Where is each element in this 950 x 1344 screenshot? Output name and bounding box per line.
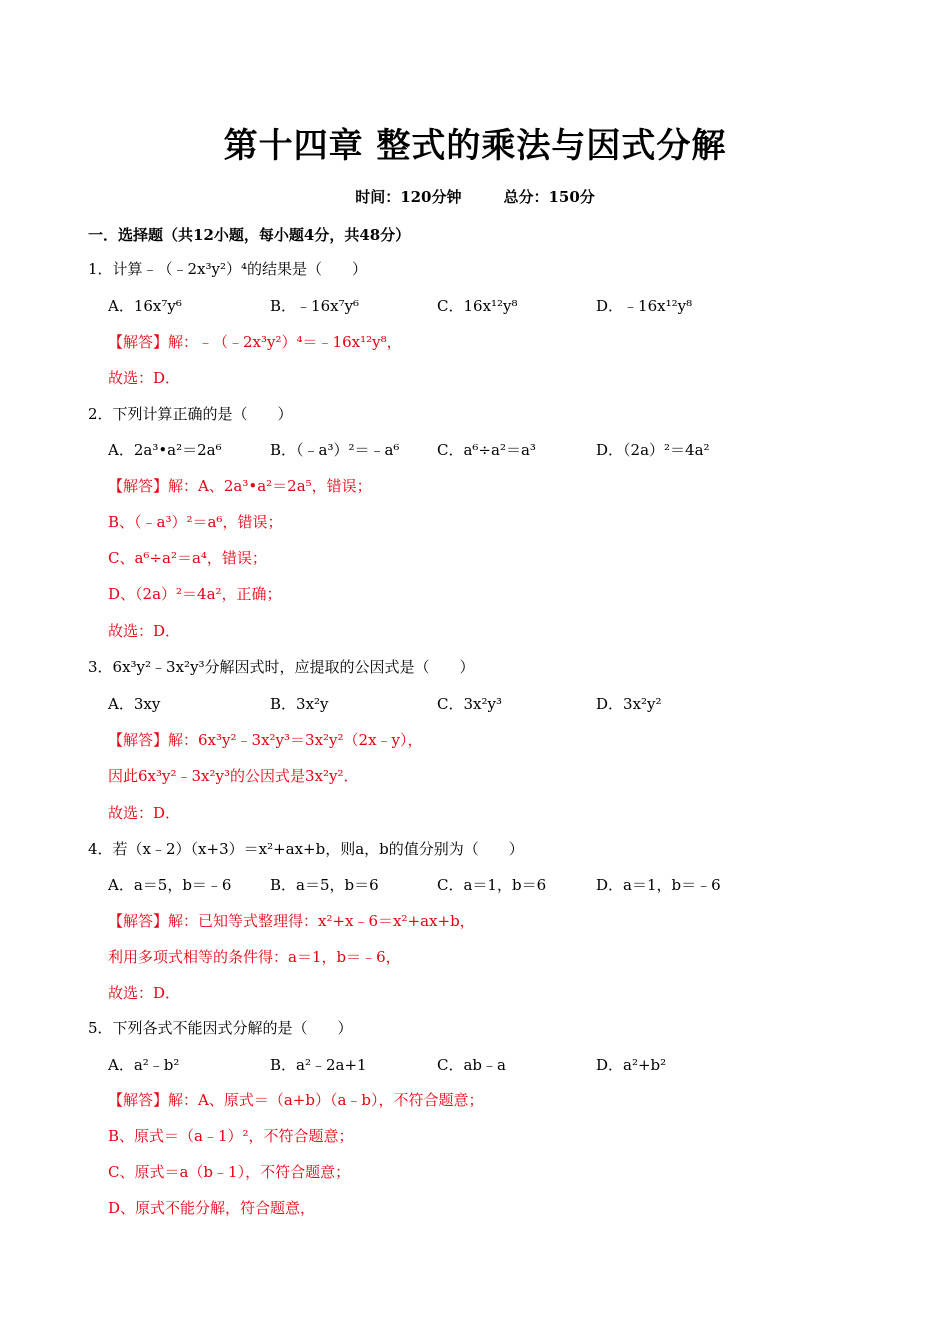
question-1-option-d: D．﹣16x¹²y⁸ <box>596 297 693 315</box>
question-2-option-a: A．2a³•a²＝2a⁶ <box>108 441 222 459</box>
question-5-stem: 5．下列各式不能因式分解的是（ ） <box>88 1019 353 1037</box>
question-2-solution-line: D、（2a）²＝4a²，正确； <box>108 585 282 603</box>
question-3-stem: 3．6x³y²﹣3x²y³分解因式时，应提取的公因式是（ ） <box>88 658 475 676</box>
question-1-conclusion: 故选：D． <box>108 369 181 387</box>
exam-time: 时间：120分钟 <box>355 188 462 206</box>
question-5-solution-line: B、原式＝（a﹣1）²，不符合题意； <box>108 1127 354 1145</box>
question-5-solution-line: 【解答】解：A、原式＝（a+b）（a﹣b），不符合题意； <box>108 1091 484 1109</box>
question-3-solution-line: 【解答】解：6x³y²﹣3x²y³＝3x²y²（2x﹣y）， <box>108 731 423 749</box>
answer-tag: 【解答】 <box>108 477 169 495</box>
question-2-option-d: D．（2a）²＝4a² <box>596 441 710 459</box>
question-3-option-b: B．3x²y <box>270 695 329 713</box>
question-1-solution-line: 【解答】解：﹣（﹣2x³y²）⁴＝﹣16x¹²y⁸， <box>108 333 402 351</box>
question-5-option-d: D．a²+b² <box>596 1056 667 1074</box>
question-3-conclusion: 故选：D． <box>108 804 181 822</box>
exam-total-score: 总分：150分 <box>503 188 595 206</box>
question-4-solution-line: 利用多项式相等的条件得：a＝1，b＝﹣6， <box>108 948 401 966</box>
question-3-option-a: A．3xy <box>108 695 161 713</box>
question-1-option-a: A．16x⁷y⁶ <box>108 297 182 315</box>
question-1-option-c: C．16x¹²y⁸ <box>437 297 518 315</box>
question-5-option-b: B．a²﹣2a+1 <box>270 1056 367 1074</box>
question-3-option-d: D．3x²y² <box>596 695 662 713</box>
answer-tag: 【解答】 <box>108 333 169 351</box>
question-5-option-a: A．a²﹣b² <box>108 1056 180 1074</box>
question-4-option-a: A．a＝5，b＝﹣6 <box>108 876 232 894</box>
question-3-solution-line: 因此6x³y²﹣3x²y³的公因式是3x²y²． <box>108 767 359 785</box>
question-4-stem: 4．若（x﹣2）（x+3）＝x²+ax+b，则a，b的值分别为（ ） <box>88 840 524 858</box>
question-2-solution-line: 【解答】解：A、2a³•a²＝2a⁵，错误； <box>108 477 372 495</box>
question-2-conclusion: 故选：D． <box>108 622 181 640</box>
question-5-option-c: C．ab﹣a <box>437 1056 506 1074</box>
question-2-solution-line: C、a⁶÷a²＝a⁴，错误； <box>108 549 267 567</box>
question-4-option-d: D．a＝1，b＝﹣6 <box>596 876 721 894</box>
answer-tag: 【解答】 <box>108 912 169 930</box>
question-1-stem: 1．计算﹣（﹣2x³y²）⁴的结果是（ ） <box>88 260 368 278</box>
exam-meta <box>0 186 950 207</box>
question-2-option-c: C．a⁶÷a²＝a³ <box>437 441 536 459</box>
question-1-option-b: B．﹣16x⁷y⁶ <box>270 297 360 315</box>
question-4-option-b: B．a＝5，b＝6 <box>270 876 379 894</box>
question-3-option-c: C．3x²y³ <box>437 695 502 713</box>
chapter-title: 第十四章 整式的乘法与因式分解 <box>223 126 727 166</box>
answer-tag: 【解答】 <box>108 1091 169 1109</box>
section-heading: 一．选择题（共12小题，每小题4分，共48分） <box>88 226 411 244</box>
question-2-option-b: B．（﹣a³）²＝﹣a⁶ <box>270 441 400 459</box>
question-2-stem: 2．下列计算正确的是（ ） <box>88 405 293 423</box>
question-2-solution-line: B、（﹣a³）²＝a⁶，错误； <box>108 513 283 531</box>
question-5-solution-line: D、原式不能分解，符合题意， <box>108 1199 316 1217</box>
answer-tag: 【解答】 <box>108 731 169 749</box>
question-5-solution-line: C、原式＝a（b﹣1），不符合题意； <box>108 1163 351 1181</box>
question-4-option-c: C．a＝1，b＝6 <box>437 876 547 894</box>
question-4-solution-line: 【解答】解：已知等式整理得：x²+x﹣6＝x²+ax+b， <box>108 912 475 930</box>
question-4-conclusion: 故选：D． <box>108 984 181 1002</box>
